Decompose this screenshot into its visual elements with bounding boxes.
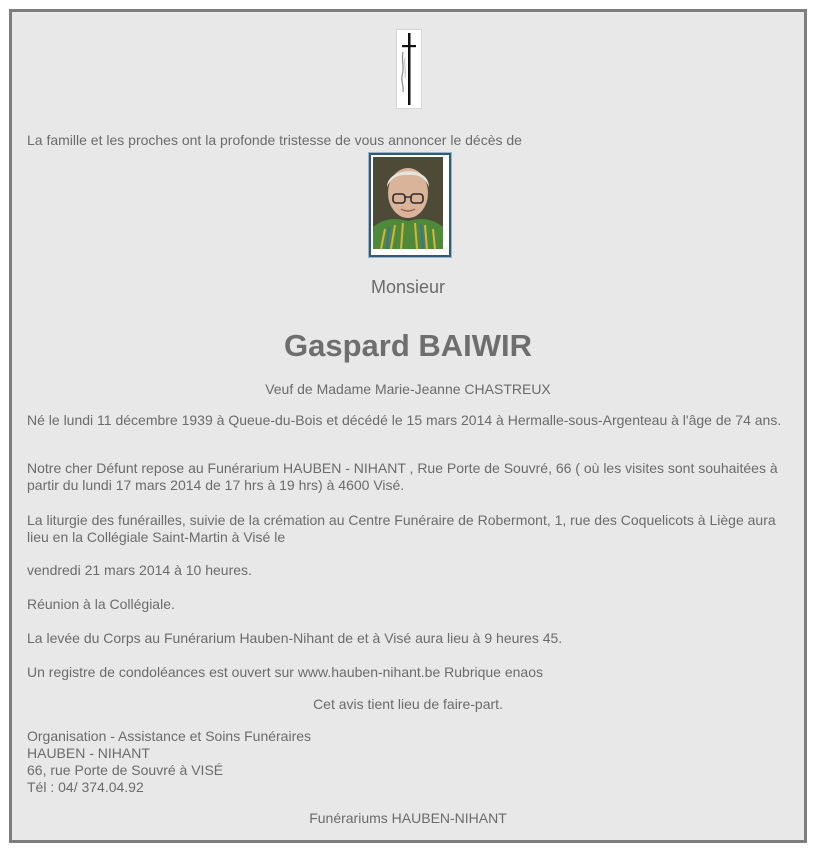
widow-line: Veuf de Madame Marie-Jeanne CHASTREUX [265, 381, 551, 397]
deceased-name: Gaspard BAIWIR [283, 328, 533, 363]
footer-signature: Funérariums HAUBEN-NIHANT [309, 810, 507, 826]
portrait-photo [369, 153, 451, 257]
liturgy-text: La liturgie des funérailles, suivie de la crémation au Centre Funéraire de Robermont, 1, rue des Coquelicots à Liège aura lieu en la Collégiale Saint-Martin à Visé le [27, 512, 776, 545]
intro-text: La famille et les proches ont la profonde tristesse de vous annoncer le décès de [27, 132, 522, 148]
organisation-name: HAUBEN - NIHANT [27, 745, 150, 761]
organisation-phone: Tél : 04/ 374.04.92 [27, 779, 144, 795]
organisation-line: Organisation - Assistance et Soins Funéraires [27, 728, 312, 744]
notice-statement: Cet avis tient lieu de faire-part. [313, 696, 503, 712]
organisation-block [27, 728, 311, 796]
death-notice-card [9, 9, 807, 843]
honorific-title: Monsieur [370, 277, 446, 297]
repose-text: Notre cher Défunt repose au Funérarium HAUBEN - NIHANT , Rue Porte de Souvré, 66 ( où les visites sont souhaitées à partir du lundi 17 mars 2014 de 17 hrs à 19 hrs) à 4600 Visé. [27, 460, 778, 493]
condolence-register-text: Un registre de condoléances est ouvert sur www.hauben-nihant.be Rubrique enaos [27, 664, 543, 680]
birth-death-text: Né le lundi 11 décembre 1939 à Queue-du-Bois et décédé le 15 mars 2014 à Hermalle-sous-Argenteau à l'âge de 74 ans. [27, 412, 782, 428]
cross-icon [396, 29, 422, 109]
organisation-address: 66, rue Porte de Souvré à VISÉ [27, 762, 224, 778]
body-removal-text: La levée du Corps au Funérarium Hauben-Nihant de et à Visé aura lieu à 9 heures 45. [27, 630, 563, 646]
gathering-text: Réunion à la Collégiale. [27, 596, 175, 612]
ceremony-date: vendredi 21 mars 2014 à 10 heures. [27, 562, 252, 578]
